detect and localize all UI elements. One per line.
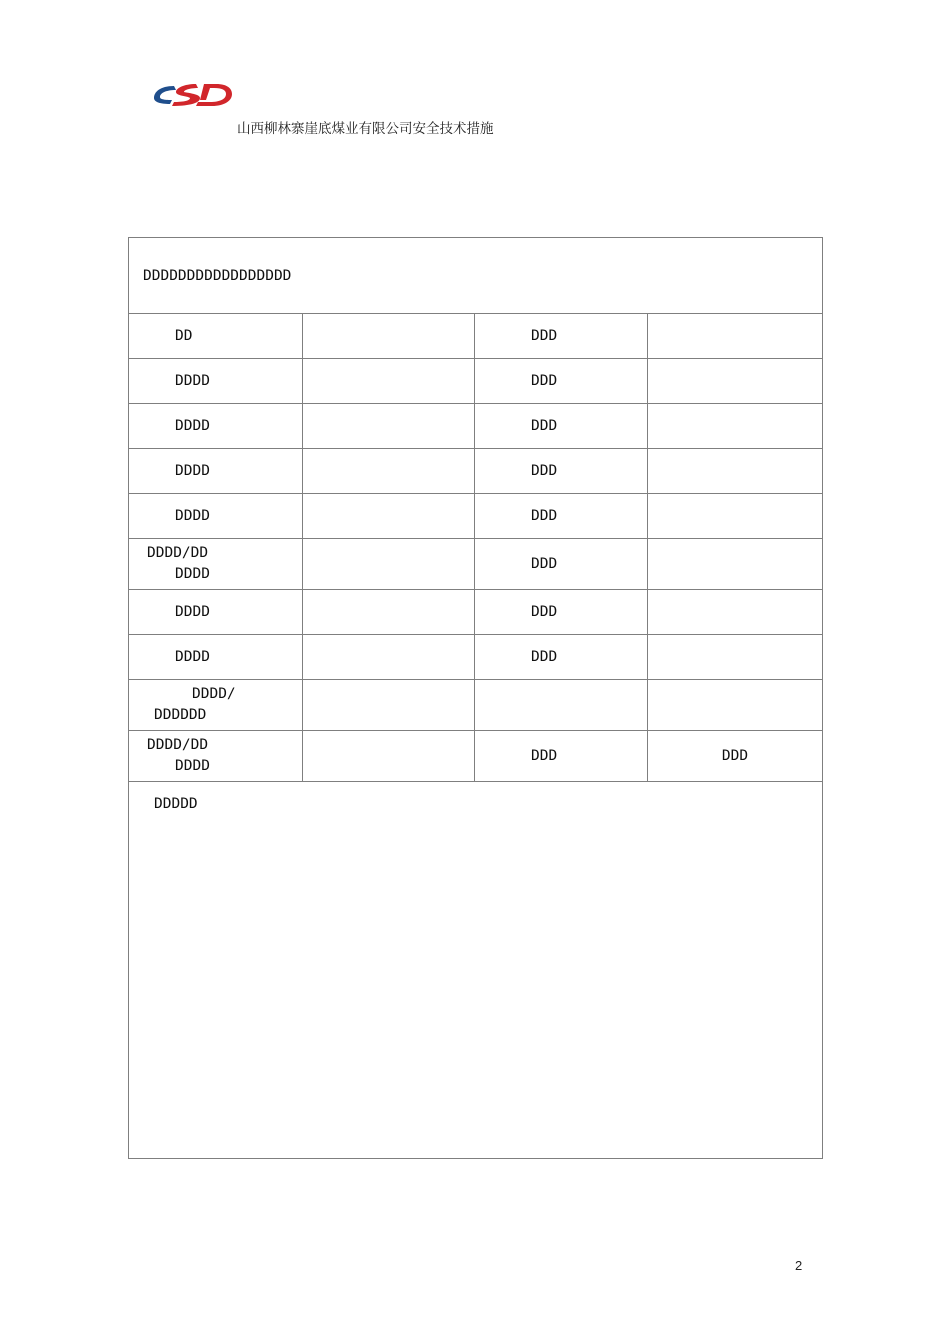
field-value[interactable]: [303, 590, 475, 635]
field-value[interactable]: [303, 635, 475, 680]
field-label: DDD: [475, 635, 648, 680]
field-label: [129, 680, 303, 731]
field-label: DDD: [475, 590, 648, 635]
company-logo: [152, 80, 232, 110]
field-label-line1: DDDD/: [192, 685, 236, 702]
table-row: [129, 404, 823, 449]
field-value[interactable]: [648, 314, 823, 359]
table-row: [129, 539, 823, 590]
field-label: DDDD: [129, 590, 303, 635]
field-label: DDD: [475, 449, 648, 494]
field-label-line1: DDDD/DD: [147, 544, 209, 561]
table-row: [129, 680, 823, 731]
field-value[interactable]: [475, 680, 648, 731]
field-label: DDD: [475, 314, 648, 359]
field-value[interactable]: [648, 494, 823, 539]
field-label: DDD: [648, 731, 823, 782]
notes-area[interactable]: [129, 782, 823, 1159]
table-row: [129, 449, 823, 494]
field-value[interactable]: [303, 731, 475, 782]
field-value[interactable]: [648, 449, 823, 494]
field-label: DDDD: [129, 359, 303, 404]
table-row: [129, 635, 823, 680]
form-title: DDDDDDDDDDDDDDDDD: [129, 238, 823, 314]
table-row: [129, 314, 823, 359]
safety-measures-form: [128, 237, 823, 1159]
field-value[interactable]: [303, 494, 475, 539]
field-label: DDD: [475, 539, 648, 590]
field-label: [129, 539, 303, 590]
field-value[interactable]: [648, 404, 823, 449]
field-value[interactable]: [648, 680, 823, 731]
field-label-line2: DDDD: [175, 758, 210, 774]
field-label: DDDD: [129, 404, 303, 449]
table-row: [129, 359, 823, 404]
field-label: DD: [129, 314, 303, 359]
table-row: [129, 590, 823, 635]
table-row: [129, 731, 823, 782]
notes-label: DDDDD: [154, 796, 198, 812]
field-value[interactable]: [648, 359, 823, 404]
field-label: DDD: [475, 494, 648, 539]
field-label: DDD: [475, 359, 648, 404]
field-value[interactable]: [648, 539, 823, 590]
field-value[interactable]: [303, 449, 475, 494]
company-name: 山西柳林寨崖底煤业有限公司安全技术措施: [237, 121, 494, 137]
field-value[interactable]: [648, 635, 823, 680]
page-number: 2: [795, 1258, 803, 1273]
field-value[interactable]: [303, 359, 475, 404]
field-label: DDDD: [129, 494, 303, 539]
field-label: DDD: [475, 404, 648, 449]
field-label: DDDD: [129, 449, 303, 494]
field-label-line2: DDDD: [175, 566, 210, 582]
field-label: [129, 731, 303, 782]
field-value[interactable]: [303, 680, 475, 731]
table-row: [129, 494, 823, 539]
field-value[interactable]: [648, 590, 823, 635]
field-label: DDD: [475, 731, 648, 782]
field-label-line1: DDDD/DD: [147, 736, 209, 753]
field-value[interactable]: [303, 539, 475, 590]
field-value[interactable]: [303, 314, 475, 359]
field-label: DDDD: [129, 635, 303, 680]
field-value[interactable]: [303, 404, 475, 449]
field-label-line2: DDDDDD: [154, 707, 207, 723]
